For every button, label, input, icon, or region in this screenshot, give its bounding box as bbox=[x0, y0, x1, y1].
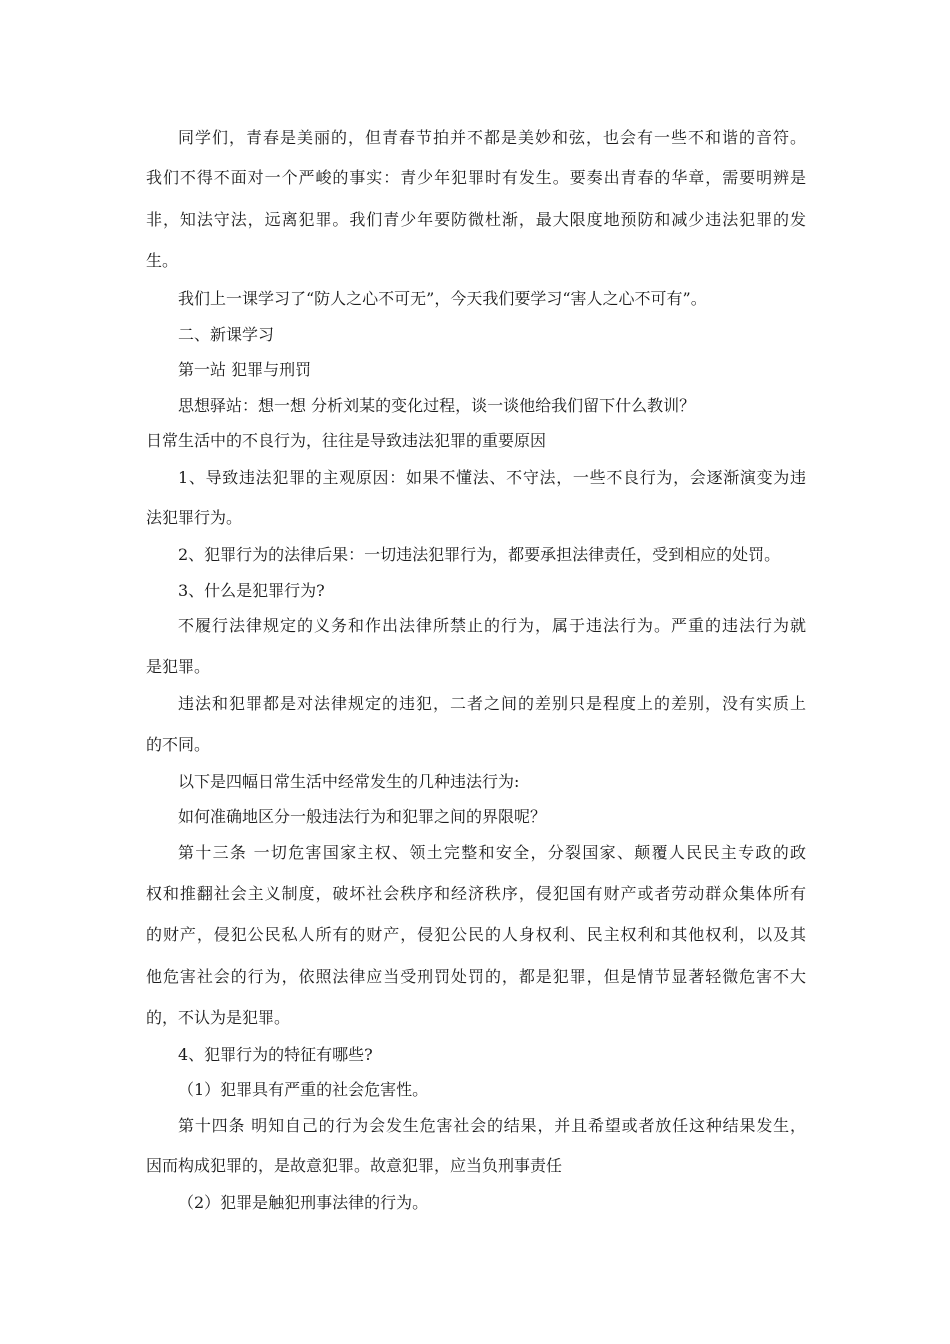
definition-line-1: 不履行法律规定的义务和作出法律所禁止的行为，属于违法行为。严重的违法行为就 bbox=[178, 616, 806, 635]
feature-2: （2）犯罪是触犯刑事法律的行为。 bbox=[178, 1193, 429, 1212]
point-2: 2、犯罪行为的法律后果：一切违法犯罪行为，都要承担法律责任，受到相应的处罚。 bbox=[178, 545, 781, 564]
point-3-question: 3、什么是犯罪行为? bbox=[178, 581, 325, 600]
paragraph-1-line-2: 我们不得不面对一个严峻的事实：青少年犯罪时有发生。要奏出青春的华章，需要明辨是 bbox=[146, 168, 806, 187]
article-14-line-1: 第十四条 明知自己的行为会发生危害社会的结果，并且希望或者放任这种结果发生， bbox=[178, 1116, 806, 1135]
paragraph-1-line-4: 生。 bbox=[146, 251, 179, 270]
definition-line-2: 是犯罪。 bbox=[146, 657, 211, 676]
article-13-line-1: 第十三条 一切危害国家主权、领土完整和安全，分裂国家、颠覆人民民主专政的政 bbox=[178, 843, 806, 862]
article-13-line-2: 权和推翻社会主义制度，破坏社会秩序和经济秩序，侵犯国有财产或者劳动群众集体所有 bbox=[146, 884, 806, 903]
article-14-line-2: 因而构成犯罪的，是故意犯罪。故意犯罪，应当负刑事责任 bbox=[146, 1156, 563, 1175]
station-one-heading: 第一站 犯罪与刑罚 bbox=[178, 360, 312, 379]
four-pictures-intro: 以下是四幅日常生活中经常发生的几种违法行为: bbox=[178, 772, 520, 791]
paragraph-1-line-1: 同学们，青春是美丽的，但青春节拍并不都是美妙和弦，也会有一些不和谐的音符。 bbox=[178, 128, 806, 147]
point-4-question: 4、犯罪行为的特征有哪些? bbox=[178, 1045, 373, 1064]
paragraph-2: 我们上一课学习了“防人之心不可无”，今天我们要学习“害人之心不可有”。 bbox=[178, 289, 707, 308]
difference-line-2: 的不同。 bbox=[146, 735, 211, 754]
paragraph-1-line-3: 非，知法守法，远离犯罪。我们青少年要防微杜渐，最大限度地预防和减少违法犯罪的发 bbox=[146, 210, 806, 229]
point-1-line-1: 1、导致违法犯罪的主观原因：如果不懂法、不守法，一些不良行为，会逐渐演变为违 bbox=[178, 468, 806, 487]
article-13-line-5: 的，不认为是犯罪。 bbox=[146, 1008, 291, 1027]
feature-1: （1）犯罪具有严重的社会危害性。 bbox=[178, 1080, 429, 1099]
distinguish-question: 如何准确地区分一般违法行为和犯罪之间的界限呢？ bbox=[178, 807, 547, 826]
article-13-line-4: 他危害社会的行为，依照法律应当受刑罚处罚的，都是犯罪，但是情节显著轻微危害不大 bbox=[146, 967, 806, 986]
point-1-line-2: 法犯罪行为。 bbox=[146, 508, 243, 527]
section-heading-new-lesson: 二、新课学习 bbox=[178, 325, 275, 344]
thinking-station-prompt: 思想驿站：想一想 分析刘某的变化过程，谈一谈他给我们留下什么教训？ bbox=[178, 396, 696, 415]
article-13-line-3: 的财产，侵犯公民私人所有的财产，侵犯公民的人身权利、民主权利和其他权利，以及其 bbox=[146, 925, 806, 944]
bad-behavior-statement: 日常生活中的不良行为，往往是导致违法犯罪的重要原因 bbox=[146, 431, 547, 450]
difference-line-1: 违法和犯罪都是对法律规定的违犯，二者之间的差别只是程度上的差别，没有实质上 bbox=[178, 694, 806, 713]
